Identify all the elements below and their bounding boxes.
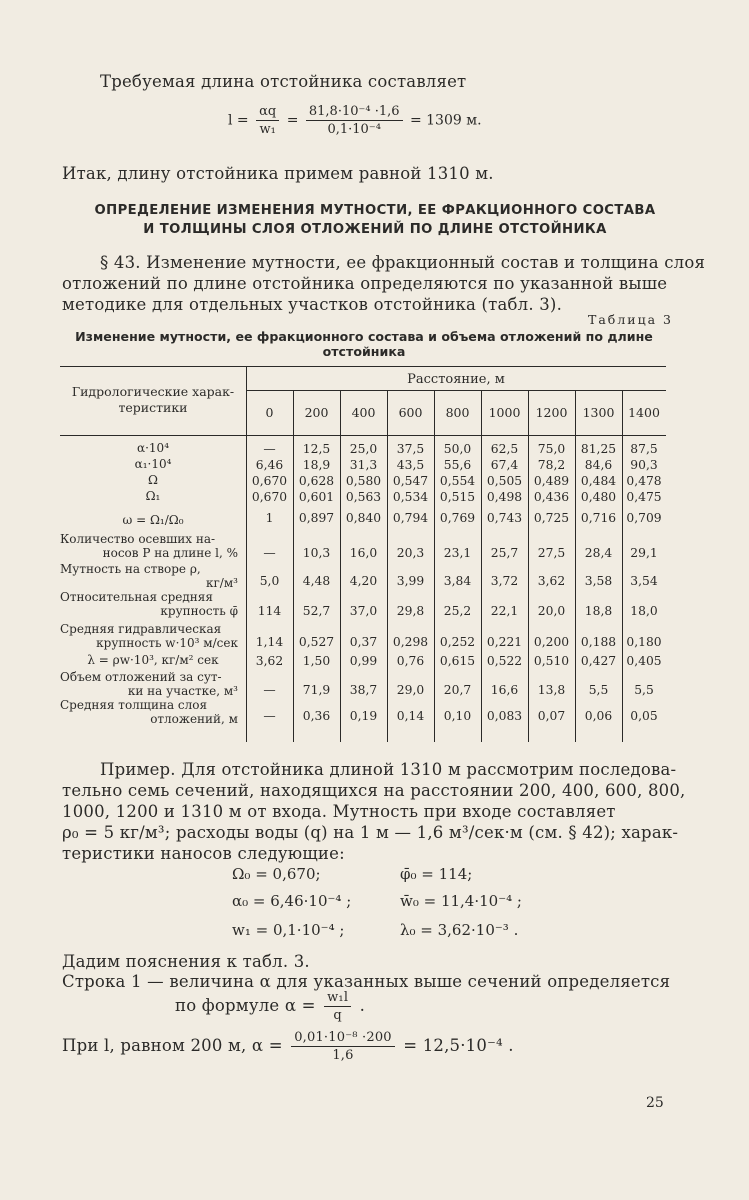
table-cell: —	[263, 709, 276, 723]
table-cell: 0,615	[439, 654, 476, 668]
characteristic-alpha0: α₀ = 6,46·10⁻⁴ ;	[232, 892, 352, 910]
fraction-numerator: w₁l	[324, 990, 351, 1007]
table-cell: 18,0	[630, 604, 658, 618]
length-formula	[228, 104, 482, 137]
table-cell: 29,1	[630, 546, 658, 560]
distance-column-header: 600	[398, 405, 423, 420]
table-cell: 75,0	[537, 442, 566, 456]
fraction-denominator: 1,6	[332, 1048, 354, 1063]
row-label-line: λ = ρw·10³, кг/м² сек	[87, 653, 219, 667]
fraction-numerator: 81,8·10⁻⁴ ·1,6	[306, 104, 403, 121]
row-label	[60, 474, 246, 488]
table-cell: 18,8	[584, 604, 613, 618]
table-cell: 0,36	[302, 709, 331, 723]
table-cell: 0,298	[392, 635, 429, 649]
table-label: Таблица 3	[588, 312, 674, 327]
table-cell: 71,9	[302, 683, 331, 697]
table-cell: 28,4	[584, 546, 613, 560]
table-cell: 0,405	[626, 654, 662, 668]
characteristic-lambda0: λ₀ = 3,62·10⁻³ .	[400, 921, 519, 939]
table-cell: 0,563	[345, 490, 382, 504]
row-label-line: α₁·10⁴	[134, 457, 172, 471]
calc-formula	[62, 1030, 514, 1063]
table-cell: 0,05	[630, 709, 658, 723]
formula-result: = 1309 м.	[409, 112, 482, 129]
table-cell: 0,522	[486, 654, 523, 668]
row-label-line: Средняя толщина слоя	[60, 698, 208, 712]
row-label	[60, 490, 246, 504]
row-label-line: Количество осевших на-	[60, 532, 216, 546]
formula-fraction-1	[256, 104, 279, 137]
row-label-line: α·10⁴	[137, 441, 169, 455]
table-cell: 0,06	[584, 709, 613, 723]
row1-formula-lead: по формуле α =	[175, 996, 316, 1015]
characteristic-w0: w̄₀ = 11,4·10⁻⁴ ;	[400, 892, 522, 910]
calc-lead: При l, равном 200 м, α =	[62, 1036, 283, 1055]
table-cell: 3,99	[396, 574, 425, 588]
paragraph-line: отложений по длине отстойника определяются по указанной выше	[62, 274, 668, 293]
explanation-text: Дадим пояснения к табл. 3.	[62, 952, 310, 971]
paragraph-line: методике для отдельных участков отстойника (табл. 3).	[62, 295, 563, 314]
row-label-line: Мутность на створе ρ,	[60, 562, 201, 576]
table-cell: 0,221	[486, 635, 523, 649]
example-line: 1000, 1200 и 1310 м от входа. Мутность при входе составляет	[62, 802, 616, 821]
table-cell: 20,0	[537, 604, 566, 618]
characteristic-w1: w₁ = 0,1·10⁻⁴ ;	[232, 921, 345, 939]
distance-header: Расстояние, м	[407, 372, 505, 387]
table-cell: 0,547	[392, 474, 429, 488]
table-cell: 3,62	[537, 574, 566, 588]
table-cell: 0,083	[486, 709, 523, 723]
table-cell: 0,840	[345, 511, 382, 525]
param-header-line: Гидрологические харак-	[71, 384, 235, 399]
fraction-denominator: 0,1·10⁻⁴	[327, 122, 381, 137]
example-line: тельно семь сечений, находящихся на расстоянии 200, 400, 600, 800,	[62, 781, 686, 800]
row-label-line: ки на участке, м³	[127, 683, 238, 698]
table-cell: —	[263, 683, 276, 697]
table-cell: 6,46	[255, 458, 284, 472]
table-cell: 29,0	[396, 683, 425, 697]
table-cell: —	[263, 546, 276, 560]
table-cell: 50,0	[443, 442, 472, 456]
distance-column-header: 1200	[535, 405, 568, 420]
row-label-line: ω = Ω₁/Ω₀	[122, 513, 184, 527]
table-cell: 0,252	[439, 635, 476, 649]
table-cell: 0,19	[349, 709, 378, 723]
table-cell: 0,99	[349, 654, 378, 668]
table-cell: 0,37	[349, 635, 378, 649]
table-cell: 0,580	[345, 474, 382, 488]
table-cell: 0,670	[251, 474, 288, 488]
row-label	[60, 671, 238, 698]
formula-fraction-2	[306, 104, 403, 137]
table-cell: 37,5	[396, 442, 425, 456]
formula-equals: =	[286, 112, 299, 129]
table-caption-line-1: Изменение мутности, ее фракционного состава и объема отложений по длине	[75, 329, 653, 344]
conclusion-text: Итак, длину отстойника примем равной 1310 м.	[62, 164, 494, 183]
intro-text: Требуемая длина отстойника составляет	[100, 72, 467, 91]
table-cell: 5,5	[634, 683, 654, 697]
table-cell: 0,527	[298, 635, 335, 649]
table-cell: 20,7	[443, 683, 472, 697]
table-cell: 0,515	[439, 490, 476, 504]
table-cell: 87,5	[630, 442, 658, 456]
table-cell: 67,4	[490, 458, 519, 472]
table-cell: 0,180	[626, 635, 662, 649]
table-cell: 5,5	[588, 683, 609, 697]
table-cell: 25,7	[490, 546, 519, 560]
example-line: Пример. Для отстойника длиной 1310 м рассмотрим последова-	[100, 760, 677, 779]
table-top-rule	[60, 366, 666, 367]
row-label-line: Ω	[148, 473, 158, 487]
table-cell: 16,0	[349, 546, 378, 560]
table-cell: 114	[257, 604, 282, 618]
table-cell: 0,505	[486, 474, 523, 488]
table-cell: 0,478	[626, 474, 662, 488]
table-cell: 0,436	[533, 490, 570, 504]
table-cell: 10,3	[302, 546, 331, 560]
table-cell: 27,5	[537, 546, 566, 560]
table-cell: 90,3	[630, 458, 658, 472]
table-cell: 25,0	[349, 442, 378, 456]
table-cell: 4,48	[302, 574, 331, 588]
table-cell: 37,0	[349, 604, 378, 618]
table-cell: 0,534	[392, 490, 429, 504]
table-cell: 0,498	[486, 490, 523, 504]
example-line: теристики наносов следующие:	[62, 844, 345, 863]
calc-fraction	[291, 1030, 395, 1063]
table-cell: 22,1	[490, 604, 519, 618]
param-header	[60, 384, 246, 416]
table-cell: 5,0	[259, 574, 280, 588]
row1-formula	[175, 990, 365, 1023]
table-cell: 31,3	[349, 458, 378, 472]
table-cell: 18,9	[302, 458, 331, 472]
table-cell: 0,670	[251, 490, 288, 504]
table-cell: 84,6	[584, 458, 613, 472]
table-cell: 43,5	[396, 458, 425, 472]
table-cell: —	[263, 442, 276, 456]
fraction-denominator: q	[333, 1008, 342, 1023]
table-cell: 0,188	[580, 635, 617, 649]
table-cell: 0,601	[298, 490, 335, 504]
table-cell: 0,743	[486, 511, 523, 525]
row-label	[60, 591, 238, 618]
table-cell: 81,25	[580, 442, 617, 456]
table-cell: 0,716	[580, 511, 617, 525]
table-cell: 16,6	[490, 683, 519, 697]
distance-column-header: 400	[351, 405, 376, 420]
table-cell: 20,3	[396, 546, 425, 560]
fraction-denominator: w₁	[259, 122, 276, 137]
paragraph-line: § 43. Изменение мутности, ее фракционный состав и толщина слоя	[100, 253, 706, 272]
row1-formula-end: .	[359, 996, 366, 1015]
table-cell: 62,5	[490, 442, 519, 456]
row-label-line: крупность φ̄	[160, 603, 238, 618]
table-cell: 0,769	[439, 511, 476, 525]
row-label	[60, 442, 246, 456]
table-cell: 0,489	[533, 474, 570, 488]
characteristic-phi0: φ̄₀ = 114;	[400, 865, 473, 883]
table-cell: 0,554	[439, 474, 476, 488]
table-cell: 0,628	[298, 474, 335, 488]
table-cell: 4,20	[349, 574, 378, 588]
param-header-line: теристики	[118, 400, 188, 415]
characteristic-omega0: Ω₀ = 0,670;	[232, 865, 321, 883]
row1-fraction	[324, 990, 351, 1023]
table-cell: 0,14	[396, 709, 425, 723]
row-label	[60, 623, 238, 650]
distance-column-header: 200	[304, 405, 329, 420]
table-caption-line-2: отстойника	[322, 344, 406, 359]
table-cell: 3,84	[443, 574, 472, 588]
row-label-line: Объем отложений за сут-	[60, 670, 222, 684]
table-cell: 78,2	[537, 458, 566, 472]
row-label-line: кг/м³	[206, 575, 238, 590]
distance-column-header: 1300	[582, 405, 615, 420]
table-cell: 52,7	[302, 604, 331, 618]
table-cell: 0,76	[396, 654, 425, 668]
distance-column-header: 800	[445, 405, 470, 420]
section-heading-line-1: ОПРЕДЕЛЕНИЕ ИЗМЕНЕНИЯ МУТНОСТИ, ЕЕ ФРАКЦИОННОГО СОСТАВА	[94, 203, 656, 218]
page-number: 25	[646, 1095, 664, 1111]
fraction-numerator: αq	[256, 104, 279, 121]
row-label-line: крупность w·10³ м/сек	[96, 635, 238, 650]
table-cell: 0,475	[626, 490, 662, 504]
table-cell: 3,72	[490, 574, 519, 588]
distance-column-header: 1400	[628, 405, 660, 420]
table-cell: 1,14	[255, 635, 284, 649]
table-cell: 1,50	[302, 654, 331, 668]
row-label-line: Относительная средняя	[60, 590, 213, 604]
table-cell: 0,897	[298, 511, 335, 525]
fraction-numerator: 0,01·10⁻⁸ ·200	[291, 1030, 395, 1047]
data-table	[60, 366, 666, 743]
row-label	[60, 533, 238, 560]
section-heading-line-2: И ТОЛЩИНЫ СЛОЯ ОТЛОЖЕНИЙ ПО ДЛИНЕ ОТСТОЙНИКА	[143, 222, 607, 237]
table-cell: 3,62	[255, 654, 284, 668]
table-cell: 0,484	[580, 474, 617, 488]
row-label	[60, 514, 246, 528]
table-subheader-rule	[246, 390, 666, 391]
formula-lhs: l =	[228, 112, 249, 129]
table-cell: 0,480	[580, 490, 617, 504]
table-cell: 0,200	[533, 635, 570, 649]
table-cell: 29,8	[396, 604, 425, 618]
table-cell: 0,427	[580, 654, 617, 668]
table-cell: 12,5	[302, 442, 331, 456]
table-cell: 0,794	[392, 511, 429, 525]
table-cell: 0,510	[533, 654, 570, 668]
table-cell: 25,2	[443, 604, 472, 618]
table-cell: 0,725	[533, 511, 570, 525]
row-label	[60, 563, 238, 590]
row-label	[60, 699, 238, 726]
table-cell: 0,07	[537, 709, 566, 723]
table-cell: 23,1	[443, 546, 472, 560]
table-cell: 1	[265, 511, 274, 525]
row-label	[60, 458, 246, 472]
table-cell: 13,8	[537, 683, 566, 697]
table-cell: 0,709	[626, 511, 662, 525]
row-label-line: носов P на длине l, %	[102, 545, 238, 560]
calc-result: = 12,5·10⁻⁴ .	[403, 1036, 514, 1055]
row-label-line: Средняя гидравлическая	[60, 622, 222, 636]
row1-text: Строка 1 — величина α для указанных выше сечений определяется	[62, 972, 671, 991]
table-cell: 0,10	[443, 709, 472, 723]
distance-column-header: 0	[265, 405, 274, 420]
row-label-line: отложений, м	[150, 711, 238, 726]
table-cell: 3,58	[584, 574, 613, 588]
row-label-line: Ω₁	[145, 489, 161, 503]
distance-column-header: 1000	[488, 405, 521, 420]
table-cell: 38,7	[349, 683, 378, 697]
example-line: ρ₀ = 5 кг/м³; расходы воды (q) на 1 м — 1,6 м³/сек·м (см. § 42); харак-	[62, 823, 679, 842]
table-cell: 3,54	[630, 574, 658, 588]
row-label	[60, 654, 246, 668]
table-cell: 55,6	[443, 458, 472, 472]
